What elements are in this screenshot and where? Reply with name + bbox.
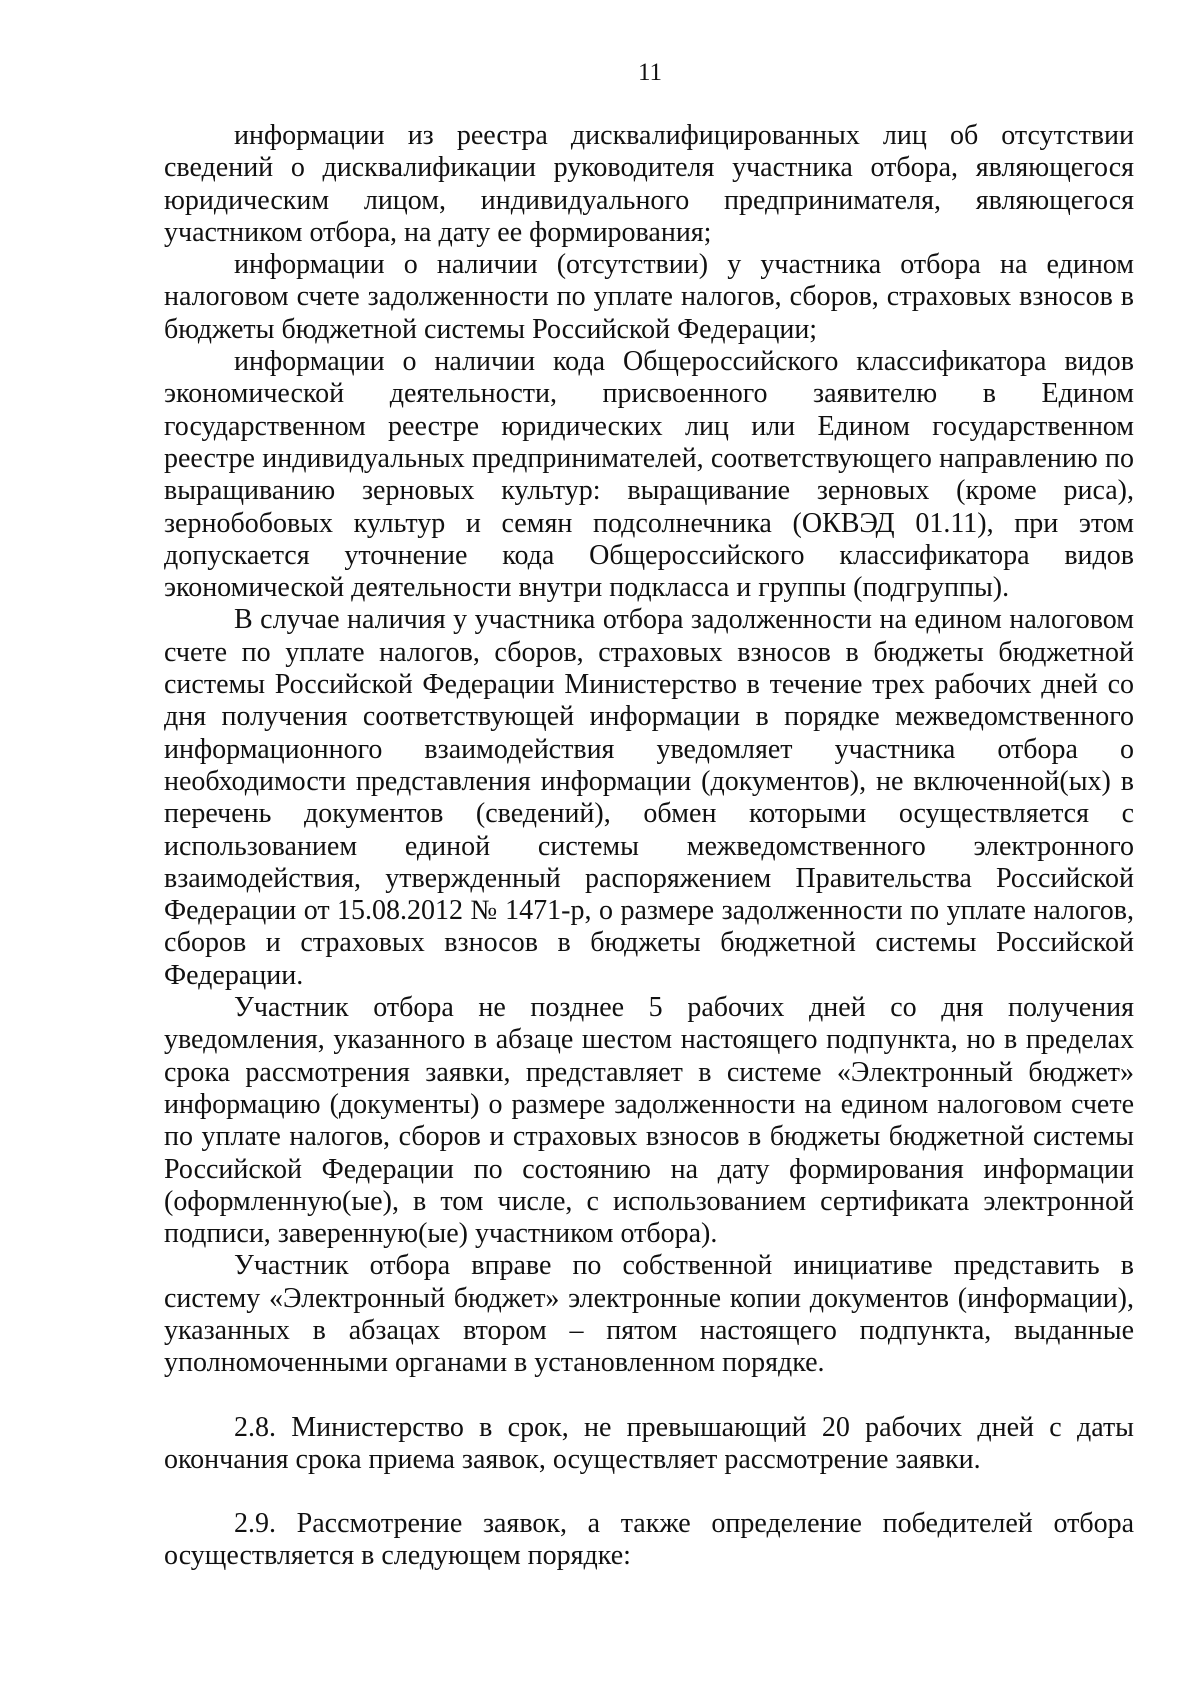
paragraph-tax-debt-info: информации о наличии (отсутствии) у участника отбора на едином налоговом счете задолженности по уплате налогов, сборов, страховых взносов в бюджеты бюджетной системы Российской Федерации; <box>164 249 1134 345</box>
paragraph-okved-code-info: информации о наличии кода Общероссийского классификатора видов экономической деятельности, присвоенного заявителю в Едином государственном реестре юридических лиц или Едином государственном реестре индивидуальных предпринимателей, соответствующего направлению по выращиванию зерновых культур: выращивание зерновых (кроме риса), зернобобовых культур и семян подсолнечника (ОКВЭД 01.11), при этом допускается уточнение кода Общероссийского классификатора видов экономической деятельности внутри подкласса и группы (подгруппы). <box>164 346 1134 604</box>
paragraph-participant-response: Участник отбора не позднее 5 рабочих дней со дня получения уведомления, указанного в абзаце шестом настоящего подпункта, но в пределах срока рассмотрения заявки, представляет в системе «Электронный бюджет» информацию (документы) о размере задолженности на едином налоговом счете по уплате налогов, сборов и страховых взносов в бюджеты бюджетной системы Российской Федерации по состоянию на дату формирования информации (оформленную(ые), в том числе, с использованием сертификата электронной подписи, заверенную(ые) участником отбора). <box>164 992 1134 1250</box>
paragraph-debt-notification: В случае наличия у участника отбора задолженности на едином налоговом счете по уплате налогов, сборов, страховых взносов в бюджеты бюджетной системы Российской Федерации Министерство в течение трех рабочих дней со дня получения соответствующей информации в порядке межведомственного информационного взаимодействия уведомляет участника отбора о необходимости представления информации (документов), не включенной(ых) в перечень документов (сведений), обмен которыми осуществляется с использованием единой системы межведомственного электронного взаимодействия, утвержденный распоряжением Правительства Российской Федерации от 15.08.2012 № 1471-р, о размере задолженности по уплате налогов, сборов и страховых взносов в бюджеты бюджетной системы Российской Федерации. <box>164 604 1134 991</box>
page-number: 11 <box>637 59 663 86</box>
document-body <box>164 120 1134 1573</box>
paragraph-disqualified-registry-info: информации из реестра дисквалифицированных лиц об отсутствии сведений о дисквалификации руководителя участника отбора, являющегося юридическим лицом, индивидуального предпринимателя, являющегося участником отбора, на дату ее формирования; <box>164 120 1134 248</box>
paragraph-section-2-9: 2.9. Рассмотрение заявок, а также определение победителей отбора осуществляется в следующем порядке: <box>164 1508 1134 1572</box>
paragraph-own-initiative-documents: Участник отбора вправе по собственной инициативе представить в систему «Электронный бюджет» электронные копии документов (информации), указанных в абзацах втором – пятом настоящего подпункта, выданные уполномоченными органами в установленном порядке. <box>164 1250 1134 1379</box>
paragraph-section-2-8: 2.8. Министерство в срок, не превышающий 20 рабочих дней с даты окончания срока приема заявок, осуществляет рассмотрение заявки. <box>164 1411 1134 1475</box>
